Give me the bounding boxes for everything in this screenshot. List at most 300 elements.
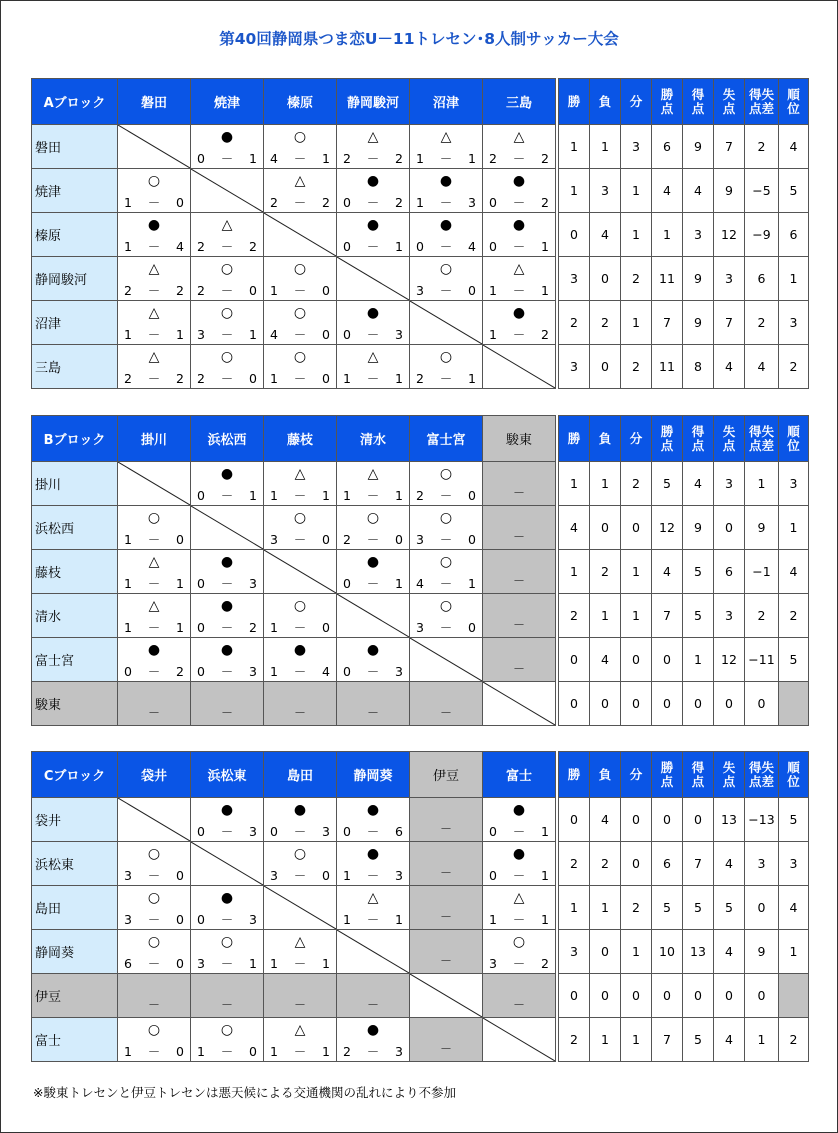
match-result-cell [410, 345, 483, 389]
score-separator: － [220, 488, 234, 503]
team-row [32, 169, 556, 213]
stat-w: 0 [559, 974, 590, 1018]
win-circle-icon: ○ [293, 305, 307, 321]
win-circle-icon: ○ [512, 934, 526, 950]
team-row [32, 257, 556, 301]
stat-d: 1 [621, 930, 652, 974]
match-result-cell [118, 213, 191, 257]
block-b [31, 415, 809, 726]
goals-against: 0 [468, 283, 476, 298]
goals-against: 1 [176, 576, 184, 591]
score-separator: － [220, 371, 234, 386]
goals-for: 1 [270, 1044, 278, 1059]
stat-rank: 3 [779, 842, 809, 886]
match-score [270, 621, 330, 634]
match-score [416, 577, 476, 590]
win-circle-icon: ○ [293, 846, 307, 862]
goals-against: 0 [322, 371, 330, 386]
match-score [343, 533, 403, 546]
goals-for: 3 [416, 283, 424, 298]
match-result-cell [337, 345, 410, 389]
stat-header-gf [683, 752, 714, 798]
stat-rank: 4 [779, 125, 809, 169]
stat-pts: 0 [652, 974, 683, 1018]
stat-w: 3 [559, 345, 590, 389]
match-result-cell [410, 462, 483, 506]
goals-for: 2 [197, 239, 205, 254]
goals-for: 0 [270, 824, 278, 839]
standings-table [558, 78, 809, 389]
score-separator: － [439, 371, 453, 386]
match-score [343, 489, 403, 502]
goals-against: 1 [176, 620, 184, 635]
match-result-cell [264, 345, 337, 389]
team-row-name: 静岡駿河 [32, 257, 118, 301]
match-result-cell [191, 798, 264, 842]
stat-pts: 12 [652, 506, 683, 550]
match-result-cell [191, 345, 264, 389]
team-column-header: 焼津 [191, 79, 264, 125]
stat-header-text: 負 [598, 430, 612, 446]
stat-gd: −5 [745, 169, 779, 213]
team-row-name: 富士宮 [32, 638, 118, 682]
goals-for: 2 [197, 371, 205, 386]
stat-l: 1 [590, 1018, 621, 1062]
team-column-header: 袋井 [118, 752, 191, 798]
goals-for: 2 [124, 283, 132, 298]
score-separator: － [439, 195, 453, 210]
goals-against: 1 [249, 488, 257, 503]
loss-dot-icon: ● [220, 598, 234, 614]
absent-cell [118, 974, 191, 1018]
match-result-cell [118, 594, 191, 638]
match-score [489, 196, 549, 209]
match-result-cell [118, 257, 191, 301]
match-score [343, 577, 403, 590]
stat-w: 1 [559, 886, 590, 930]
match-result-cell [118, 301, 191, 345]
match-score [197, 284, 257, 297]
team-row [32, 842, 556, 886]
goals-against: 3 [468, 195, 476, 210]
goals-for: 0 [197, 488, 205, 503]
diagonal-cell [410, 301, 483, 345]
goals-against: 2 [395, 195, 403, 210]
score-separator: － [512, 956, 526, 971]
match-result-cell [191, 638, 264, 682]
goals-for: 1 [489, 912, 497, 927]
match-result-cell [118, 550, 191, 594]
stat-gf: 9 [683, 506, 714, 550]
match-score [270, 284, 330, 297]
match-result-cell [337, 842, 410, 886]
goals-against: 0 [322, 868, 330, 883]
standings-row [559, 169, 809, 213]
standings-row [559, 345, 809, 389]
stat-header-text: 失 [722, 86, 736, 102]
stat-pts: 4 [652, 550, 683, 594]
stat-d: 0 [621, 682, 652, 726]
stat-l: 1 [590, 594, 621, 638]
match-result-cell [410, 213, 483, 257]
block-name: Aブロック [32, 79, 118, 125]
win-circle-icon: ○ [147, 510, 161, 526]
stat-header-text: 点 [660, 773, 674, 789]
block-name: Cブロック [32, 752, 118, 798]
stat-gd: −1 [745, 550, 779, 594]
loss-dot-icon: ● [512, 846, 526, 862]
stat-pts: 7 [652, 1018, 683, 1062]
goals-against: 2 [249, 239, 257, 254]
goals-against: 0 [176, 868, 184, 883]
stat-l: 0 [590, 974, 621, 1018]
absent-cell [483, 594, 556, 638]
match-result-cell [483, 125, 556, 169]
standings-row [559, 301, 809, 345]
match-result-cell [264, 638, 337, 682]
team-row-name: 清水 [32, 594, 118, 638]
draw-triangle-icon: △ [148, 349, 160, 365]
absent-dash: － [220, 706, 233, 720]
stat-d: 0 [621, 974, 652, 1018]
stat-l: 0 [590, 682, 621, 726]
stat-d: 0 [621, 638, 652, 682]
stat-ga: 12 [714, 213, 745, 257]
goals-against: 0 [322, 283, 330, 298]
stat-header-pts [652, 416, 683, 462]
loss-dot-icon: ● [220, 890, 234, 906]
draw-triangle-icon: △ [148, 554, 160, 570]
stat-pts: 1 [652, 213, 683, 257]
goals-against: 1 [395, 912, 403, 927]
score-separator: － [220, 283, 234, 298]
match-score [124, 869, 184, 882]
stat-pts: 10 [652, 930, 683, 974]
goals-for: 3 [416, 620, 424, 635]
goals-against: 1 [322, 1044, 330, 1059]
diagonal-cell [264, 213, 337, 257]
match-result-cell [264, 594, 337, 638]
team-row [32, 301, 556, 345]
stat-d: 1 [621, 550, 652, 594]
stat-header-l [590, 79, 621, 125]
team-column-header: 富士 [483, 752, 556, 798]
stat-l: 4 [590, 798, 621, 842]
stat-w: 0 [559, 638, 590, 682]
team-row [32, 550, 556, 594]
goals-against: 0 [176, 195, 184, 210]
stat-gd: 1 [745, 462, 779, 506]
goals-for: 2 [124, 371, 132, 386]
team-column-header: 磐田 [118, 79, 191, 125]
goals-for: 3 [124, 868, 132, 883]
stat-header-text: 点 [722, 773, 736, 789]
win-circle-icon: ○ [439, 510, 453, 526]
stat-header-text: 位 [787, 100, 800, 116]
match-score [270, 957, 330, 970]
absent-cell [410, 682, 483, 726]
loss-dot-icon: ● [293, 802, 307, 818]
stat-w: 2 [559, 594, 590, 638]
win-circle-icon: ○ [439, 598, 453, 614]
score-separator: － [147, 1044, 161, 1059]
absent-cell [483, 974, 556, 1018]
stat-pts: 0 [652, 798, 683, 842]
standings-row [559, 886, 809, 930]
match-score [416, 152, 476, 165]
team-row-name: 榛原 [32, 213, 118, 257]
diagonal-cell [191, 169, 264, 213]
absent-dash: － [439, 954, 452, 968]
stat-w: 2 [559, 842, 590, 886]
stat-rank: 3 [779, 301, 809, 345]
match-score [197, 577, 257, 590]
score-separator: － [220, 327, 234, 342]
stat-w: 1 [559, 169, 590, 213]
stat-d: 0 [621, 506, 652, 550]
goals-against: 1 [468, 371, 476, 386]
stat-gd: −11 [745, 638, 779, 682]
match-score [416, 621, 476, 634]
stat-header-text: 点差 [748, 437, 774, 453]
goals-against: 1 [468, 576, 476, 591]
diagonal-cell [483, 1018, 556, 1062]
absent-dash: － [293, 998, 306, 1012]
goals-for: 1 [343, 912, 351, 927]
stat-w: 3 [559, 930, 590, 974]
stat-rank: 4 [779, 550, 809, 594]
match-result-cell [191, 257, 264, 301]
stat-ga: 4 [714, 1018, 745, 1062]
score-separator: － [147, 239, 161, 254]
stat-header-w [559, 416, 590, 462]
match-score [270, 372, 330, 385]
goals-for: 3 [416, 532, 424, 547]
score-separator: － [439, 239, 453, 254]
match-result-cell [410, 550, 483, 594]
match-score [124, 913, 184, 926]
match-result-cell [483, 886, 556, 930]
match-score [124, 372, 184, 385]
win-circle-icon: ○ [220, 1022, 234, 1038]
match-result-cell [264, 798, 337, 842]
stat-l: 4 [590, 638, 621, 682]
goals-against: 1 [249, 151, 257, 166]
score-separator: － [366, 488, 380, 503]
goals-for: 1 [489, 283, 497, 298]
score-separator: － [512, 868, 526, 883]
score-separator: － [220, 912, 234, 927]
team-row-name: 静岡葵 [32, 930, 118, 974]
match-score [489, 152, 549, 165]
draw-triangle-icon: △ [440, 129, 452, 145]
stat-header-text: 得失 [748, 759, 774, 775]
goals-against: 4 [176, 239, 184, 254]
stat-pts: 6 [652, 125, 683, 169]
goals-for: 1 [270, 488, 278, 503]
stat-ga: 4 [714, 842, 745, 886]
score-separator: － [147, 620, 161, 635]
score-separator: － [293, 283, 307, 298]
standings-table [558, 415, 809, 726]
goals-against: 2 [541, 327, 549, 342]
stat-w: 2 [559, 301, 590, 345]
match-result-cell [410, 506, 483, 550]
absent-cell [483, 462, 556, 506]
stat-l: 2 [590, 842, 621, 886]
stat-gf: 4 [683, 462, 714, 506]
team-row [32, 345, 556, 389]
goals-for: 0 [489, 195, 497, 210]
absent-dash: － [439, 1042, 452, 1056]
goals-for: 1 [270, 664, 278, 679]
loss-dot-icon: ● [366, 217, 380, 233]
stat-rank: 1 [779, 257, 809, 301]
goals-for: 0 [343, 824, 351, 839]
goals-against: 2 [541, 956, 549, 971]
team-row-name: 島田 [32, 886, 118, 930]
goals-against: 3 [249, 664, 257, 679]
score-separator: － [366, 151, 380, 166]
stat-ga: 5 [714, 886, 745, 930]
draw-triangle-icon: △ [367, 349, 379, 365]
loss-dot-icon: ● [439, 217, 453, 233]
absent-cell [264, 974, 337, 1018]
goals-against: 1 [541, 868, 549, 883]
team-column-header: 三島 [483, 79, 556, 125]
match-score [197, 825, 257, 838]
match-result-cell [483, 842, 556, 886]
stat-rank: 5 [779, 169, 809, 213]
score-separator: － [366, 327, 380, 342]
match-result-cell [191, 301, 264, 345]
stat-pts: 6 [652, 842, 683, 886]
stat-header-text: 点 [691, 773, 705, 789]
win-circle-icon: ○ [439, 554, 453, 570]
standings-row [559, 594, 809, 638]
match-score [197, 621, 257, 634]
goals-against: 2 [176, 283, 184, 298]
stat-d: 1 [621, 1018, 652, 1062]
stat-rank: 2 [779, 345, 809, 389]
stat-ga: 3 [714, 594, 745, 638]
stat-l: 2 [590, 301, 621, 345]
match-result-cell [264, 169, 337, 213]
team-column-header: 静岡駿河 [337, 79, 410, 125]
stat-ga: 13 [714, 798, 745, 842]
team-column-header: 浜松西 [191, 416, 264, 462]
standings-table [558, 751, 809, 1062]
stat-pts: 0 [652, 682, 683, 726]
goals-for: 0 [197, 824, 205, 839]
goals-against: 3 [395, 868, 403, 883]
standings-row [559, 842, 809, 886]
stat-gd: −9 [745, 213, 779, 257]
match-score [416, 533, 476, 546]
stat-d: 3 [621, 125, 652, 169]
stat-header-gf [683, 79, 714, 125]
standings-row [559, 974, 809, 1018]
stat-rank: 4 [779, 886, 809, 930]
goals-for: 0 [343, 239, 351, 254]
goals-against: 2 [249, 620, 257, 635]
draw-triangle-icon: △ [294, 466, 306, 482]
goals-against: 0 [468, 620, 476, 635]
goals-against: 1 [541, 239, 549, 254]
stat-gf: 13 [683, 930, 714, 974]
absent-dash: － [439, 706, 452, 720]
score-separator: － [366, 371, 380, 386]
draw-triangle-icon: △ [221, 217, 233, 233]
stat-header-ga [714, 79, 745, 125]
stat-w: 1 [559, 462, 590, 506]
team-row [32, 462, 556, 506]
team-column-header: 榛原 [264, 79, 337, 125]
stat-header-l [590, 416, 621, 462]
goals-for: 2 [343, 151, 351, 166]
goals-against: 1 [176, 327, 184, 342]
stat-w: 3 [559, 257, 590, 301]
goals-for: 2 [343, 532, 351, 547]
score-separator: － [147, 283, 161, 298]
win-circle-icon: ○ [220, 261, 234, 277]
stat-header-d [621, 79, 652, 125]
standings-row [559, 930, 809, 974]
team-row [32, 886, 556, 930]
goals-for: 1 [416, 151, 424, 166]
match-result-cell [410, 169, 483, 213]
absent-cell [483, 506, 556, 550]
stat-w: 1 [559, 550, 590, 594]
goals-against: 1 [468, 151, 476, 166]
diagonal-cell [118, 125, 191, 169]
team-row [32, 506, 556, 550]
win-circle-icon: ○ [220, 305, 234, 321]
match-result-cell [410, 125, 483, 169]
score-separator: － [220, 824, 234, 839]
loss-dot-icon: ● [147, 217, 161, 233]
match-result-cell [264, 930, 337, 974]
match-result-cell [264, 257, 337, 301]
goals-for: 0 [489, 824, 497, 839]
stat-header-text: 失 [722, 759, 736, 775]
goals-for: 2 [270, 195, 278, 210]
goals-for: 0 [197, 664, 205, 679]
diagonal-cell [410, 638, 483, 682]
match-result-cell [483, 169, 556, 213]
stat-d: 1 [621, 594, 652, 638]
stat-header-text: 位 [787, 437, 800, 453]
stat-header-text: 勝 [567, 93, 581, 109]
team-row [32, 682, 556, 726]
absent-dash: － [439, 866, 452, 880]
match-result-cell [191, 125, 264, 169]
goals-against: 0 [395, 532, 403, 547]
goals-against: 2 [395, 151, 403, 166]
stat-gf: 9 [683, 125, 714, 169]
goals-for: 1 [343, 488, 351, 503]
goals-against: 0 [322, 620, 330, 635]
loss-dot-icon: ● [439, 173, 453, 189]
goals-for: 1 [124, 239, 132, 254]
match-score [489, 825, 549, 838]
match-result-cell [191, 550, 264, 594]
diagonal-cell [337, 594, 410, 638]
score-separator: － [293, 151, 307, 166]
stat-header-text: 得 [691, 759, 705, 775]
match-result-cell [191, 462, 264, 506]
stat-w: 0 [559, 798, 590, 842]
